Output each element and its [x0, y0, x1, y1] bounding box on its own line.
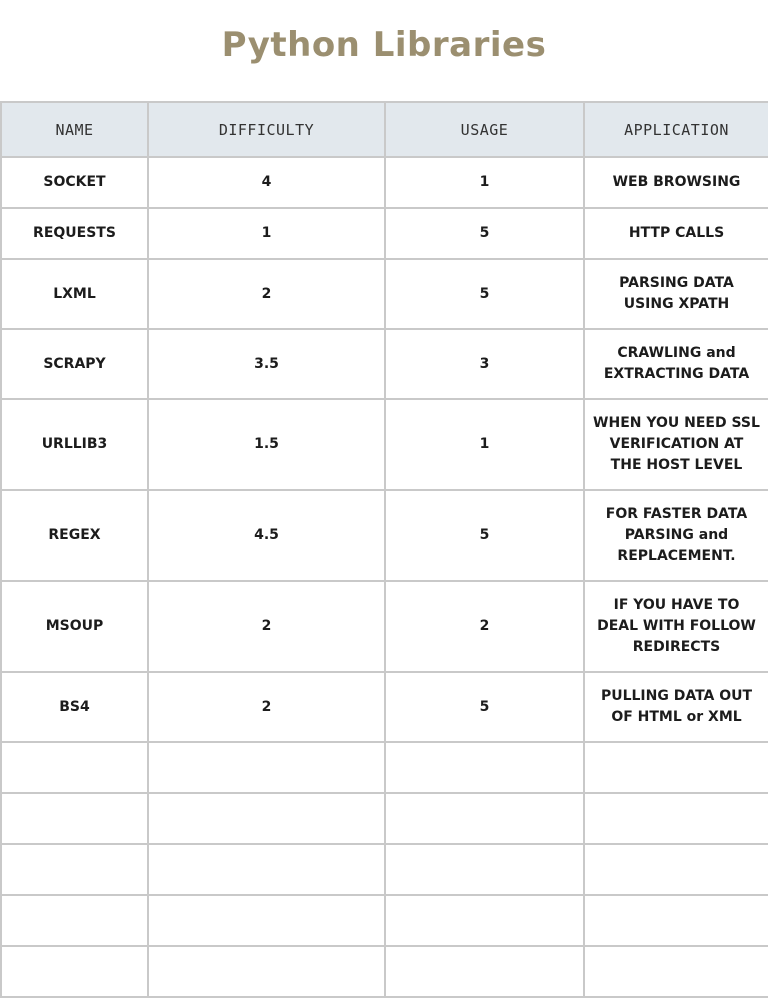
empty-cell	[148, 946, 385, 997]
cell-usage: 1	[385, 399, 584, 490]
empty-cell	[1, 793, 148, 844]
cell-application: WHEN YOU NEED SSL VERIFICATION AT THE HOST LEVEL	[584, 399, 768, 490]
page-title: Python Libraries	[221, 25, 547, 65]
table-row	[1, 672, 768, 742]
cell-name: URLLIB3	[1, 399, 148, 490]
cell-name: SCRAPY	[1, 329, 148, 399]
cell-name: MSOUP	[1, 581, 148, 672]
table-header-row	[1, 102, 768, 157]
empty-cell	[584, 793, 768, 844]
empty-table-row	[1, 946, 768, 997]
cell-usage: 1	[385, 157, 584, 208]
cell-difficulty: 2	[148, 259, 385, 329]
cell-difficulty: 2	[148, 672, 385, 742]
header-difficulty: DIFFICULTY	[148, 102, 385, 157]
empty-cell	[385, 895, 584, 946]
empty-cell	[385, 793, 584, 844]
cell-difficulty: 2	[148, 581, 385, 672]
table-row	[1, 259, 768, 329]
cell-difficulty: 4.5	[148, 490, 385, 581]
empty-cell	[584, 946, 768, 997]
cell-name: SOCKET	[1, 157, 148, 208]
empty-cell	[385, 742, 584, 793]
empty-table-row	[1, 844, 768, 895]
cell-usage: 5	[385, 490, 584, 581]
table-row	[1, 399, 768, 490]
empty-table-row	[1, 793, 768, 844]
libraries-table	[0, 101, 768, 998]
cell-difficulty: 1.5	[148, 399, 385, 490]
table-row	[1, 157, 768, 208]
cell-name: REGEX	[1, 490, 148, 581]
table-row	[1, 490, 768, 581]
cell-name: BS4	[1, 672, 148, 742]
empty-cell	[148, 895, 385, 946]
cell-usage: 2	[385, 581, 584, 672]
cell-usage: 3	[385, 329, 584, 399]
cell-application: IF YOU HAVE TO DEAL WITH FOLLOW REDIRECTS	[584, 581, 768, 672]
cell-difficulty: 3.5	[148, 329, 385, 399]
empty-cell	[385, 946, 584, 997]
cell-application: FOR FASTER DATA PARSING and REPLACEMENT.	[584, 490, 768, 581]
empty-cell	[584, 895, 768, 946]
header-usage: USAGE	[385, 102, 584, 157]
empty-table-row	[1, 895, 768, 946]
empty-cell	[1, 946, 148, 997]
cell-usage: 5	[385, 259, 584, 329]
cell-name: REQUESTS	[1, 208, 148, 259]
table-row	[1, 208, 768, 259]
empty-cell	[148, 844, 385, 895]
empty-cell	[148, 742, 385, 793]
cell-application: PULLING DATA OUT OF HTML or XML	[584, 672, 768, 742]
cell-usage: 5	[385, 208, 584, 259]
cell-difficulty: 4	[148, 157, 385, 208]
empty-cell	[1, 742, 148, 793]
empty-cell	[148, 793, 385, 844]
table-row	[1, 329, 768, 399]
cell-usage: 5	[385, 672, 584, 742]
cell-application: PARSING DATA USING XPATH	[584, 259, 768, 329]
cell-difficulty: 1	[148, 208, 385, 259]
empty-cell	[584, 742, 768, 793]
header-application: APPLICATION	[584, 102, 768, 157]
empty-cell	[1, 895, 148, 946]
cell-application: CRAWLING and EXTRACTING DATA	[584, 329, 768, 399]
cell-application: HTTP CALLS	[584, 208, 768, 259]
cell-name: LXML	[1, 259, 148, 329]
empty-cell	[385, 844, 584, 895]
cell-application: WEB BROWSING	[584, 157, 768, 208]
empty-cell	[584, 844, 768, 895]
header-name: NAME	[1, 102, 148, 157]
empty-table-row	[1, 742, 768, 793]
empty-cell	[1, 844, 148, 895]
table-row	[1, 581, 768, 672]
